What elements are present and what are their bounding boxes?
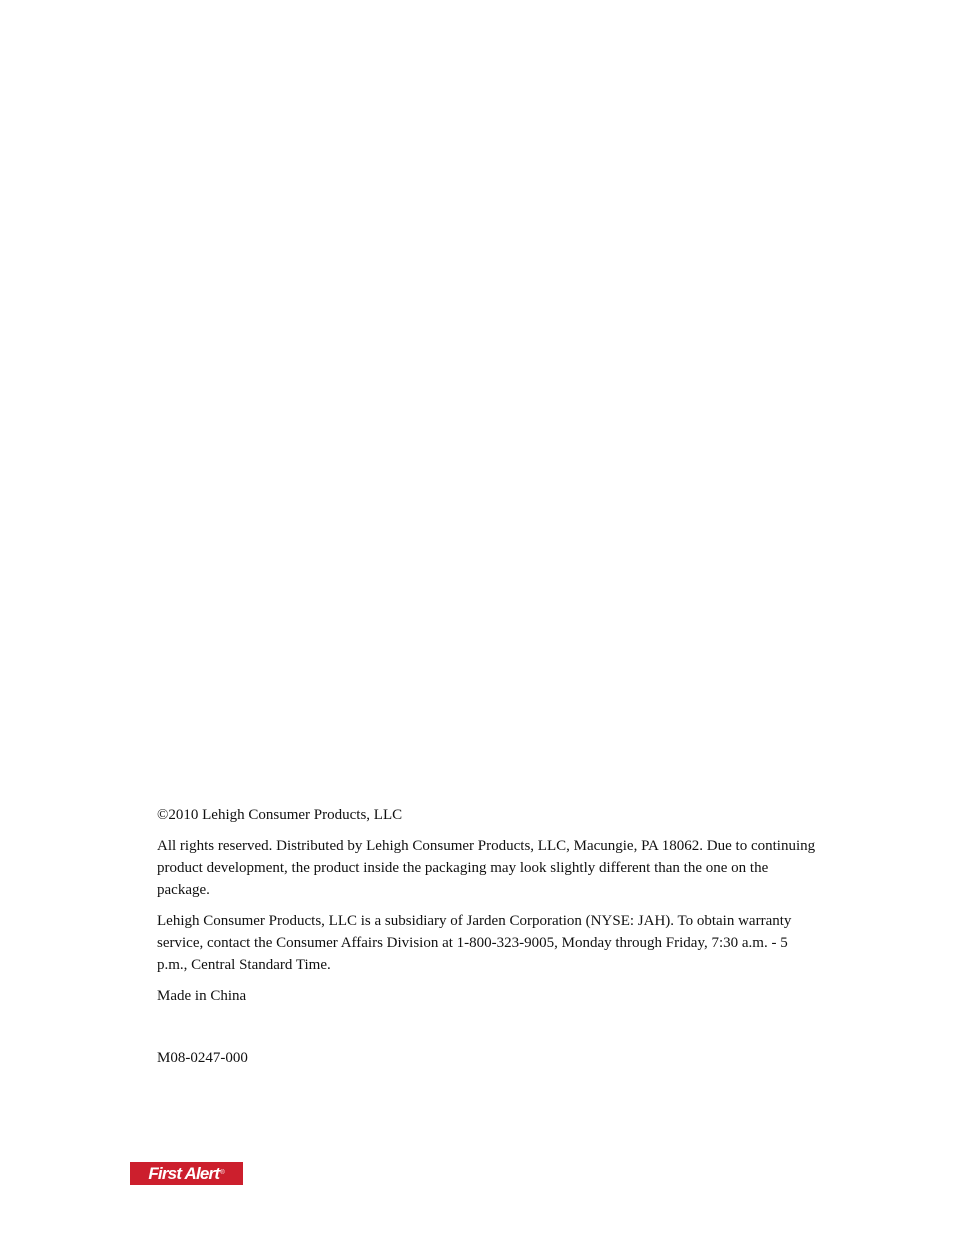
subsidiary-warranty-statement: Lehigh Consumer Products, LLC is a subsidiary of Jarden Corporation (NYSE: JAH). To obtain warranty service, contact the Consumer Affairs Division at 1-800-323-9005, Monday through Friday, 7:30 a.m. - 5 p.m., Central Standard Time. xyxy=(157,913,792,973)
part-number: M08-0247-000 xyxy=(157,1050,248,1066)
first-alert-logo xyxy=(130,1162,243,1185)
registered-trademark-mark: ® xyxy=(220,1169,225,1176)
country-of-origin: Made in China xyxy=(157,988,247,1004)
rights-statement: All rights reserved. Distributed by Lehigh Consumer Products, LLC, Macungie, PA 18062. Due to continuing product development, the product inside the packaging may look slightly different than the one on the package. xyxy=(157,838,816,898)
copyright-notice: ©2010 Lehigh Consumer Products, LLC xyxy=(157,807,403,823)
logo-wordmark: First Alert xyxy=(148,1164,220,1183)
